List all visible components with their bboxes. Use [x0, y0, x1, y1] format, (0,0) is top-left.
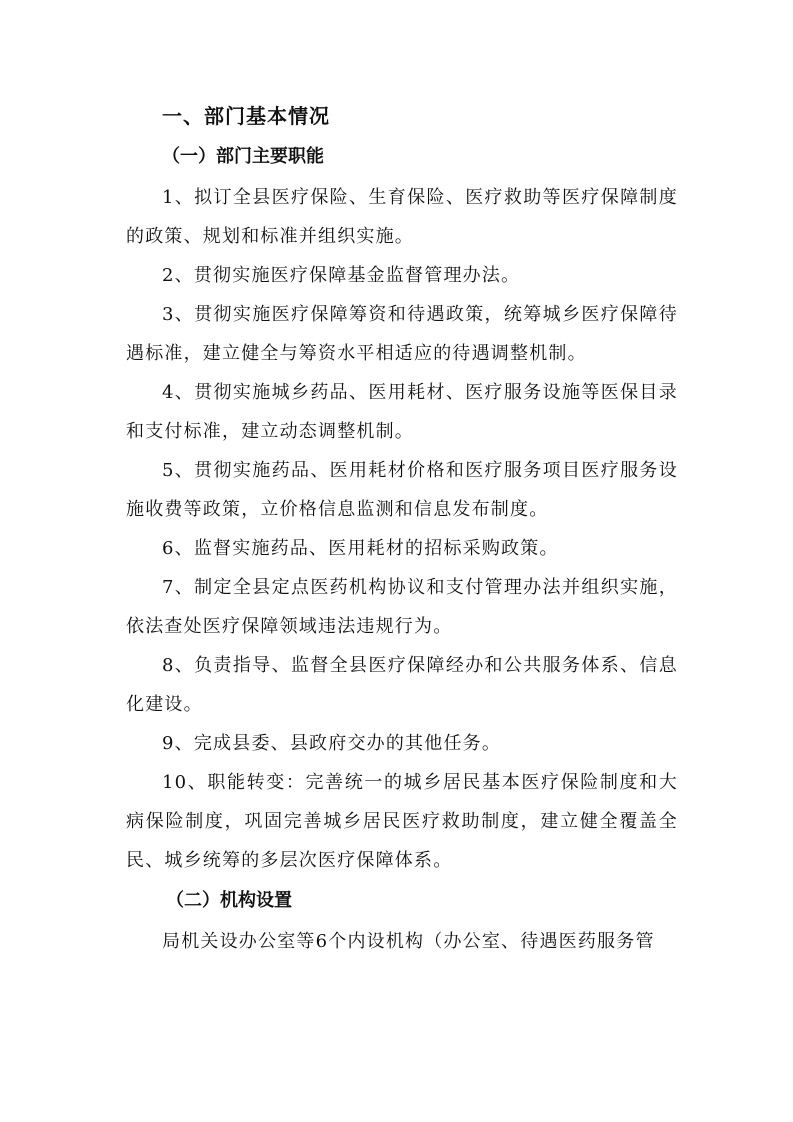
paragraph-item-5: 5、贯彻实施药品、医用耗材价格和医疗服务项目医疗服务设施收费等政策，立价格信息监测和信息发布制度。 [126, 460, 678, 520]
paragraph-item-6: 6、监督实施药品、医用耗材的招标采购政策。 [162, 538, 559, 559]
paragraph-item-4: 4、贯彻实施城乡药品、医用耗材、医疗服务设施等医保目录和支付标准，建立动态调整机制。 [126, 382, 678, 442]
paragraph-item-1: 1、拟订全县医疗保险、生育保险、医疗救助等医疗保障制度的政策、规划和标准并组织实施。 [126, 187, 678, 247]
paragraph-item-3: 3、贯彻实施医疗保障筹资和待遇政策，统筹城乡医疗保障待遇标准，建立健全与筹资水平相适应的待遇调整机制。 [126, 304, 678, 364]
paragraph-item-9: 9、完成县委、县政府交办的其他任务。 [162, 733, 502, 754]
section-heading: 一、部门基本情况 [162, 104, 330, 128]
paragraph-item-8: 8、负责指导、监督全县医疗保障经办和公共服务体系、信息化建设。 [126, 655, 678, 715]
paragraph-item-2: 2、贯彻实施医疗保障基金监督管理办法。 [162, 265, 521, 286]
paragraph-item-10: 10、职能转变：完善统一的城乡居民基本医疗保险制度和大病保险制度，巩固完善城乡居民医疗救助制度，建立健全覆盖全民、城乡统筹的多层次医疗保障体系。 [126, 772, 678, 871]
subsection-heading-functions: （一）部门主要职能 [162, 146, 324, 167]
paragraph-organization: 局机关设办公室等6个内设机构（办公室、待遇医药服务管 [162, 931, 655, 952]
document-body [126, 96, 678, 961]
subsection-heading-organization: （二）机构设置 [166, 890, 292, 911]
paragraph-item-7: 7、制定全县定点医药机构协议和支付管理办法并组织实施，依法查处医疗保障领域违法违规行为。 [126, 577, 678, 637]
